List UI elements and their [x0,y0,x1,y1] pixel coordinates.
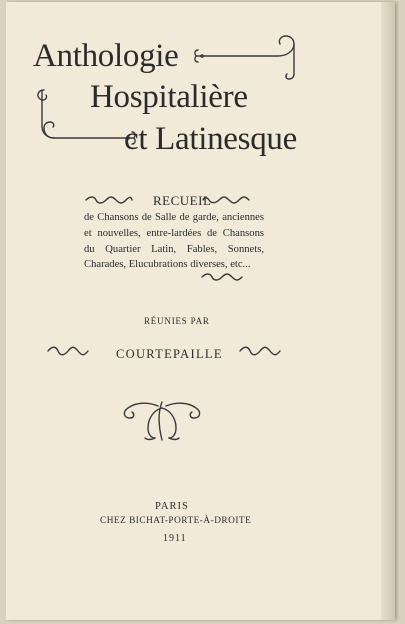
subtitle-recueil: RECUEIL [153,193,212,208]
author-name: COURTEPAILLE [116,347,223,361]
description-end-flourish [200,272,244,282]
author-flourish-left [46,345,90,357]
central-fleuron-ornament [120,398,204,446]
title-line-1: Anthologie [33,38,179,74]
title-line-3: ct Latinesque [124,121,297,157]
author-flourish-right [238,345,282,357]
title-line-2: Hospitalière [90,79,248,115]
publication-year: 1911 [163,533,187,544]
book-title-page [6,2,395,620]
gathered-by-label: RÉUNIES PAR [144,316,210,326]
page-spine-shadow [381,2,395,620]
corner-flourish-top-right [192,38,302,78]
publisher-name: CHEZ BICHAT-PORTE-À-DROITE [100,516,252,526]
description-text: de Chansons de Salle de garde, anciennes et nouvelles, entre-lardées de Chansons du Quartier Latin, Fables, Sonnets, Charades, Elucubrations diverses, etc... [84,212,264,271]
recueil-flourish-left [84,195,134,205]
publication-city: PARIS [155,501,189,512]
